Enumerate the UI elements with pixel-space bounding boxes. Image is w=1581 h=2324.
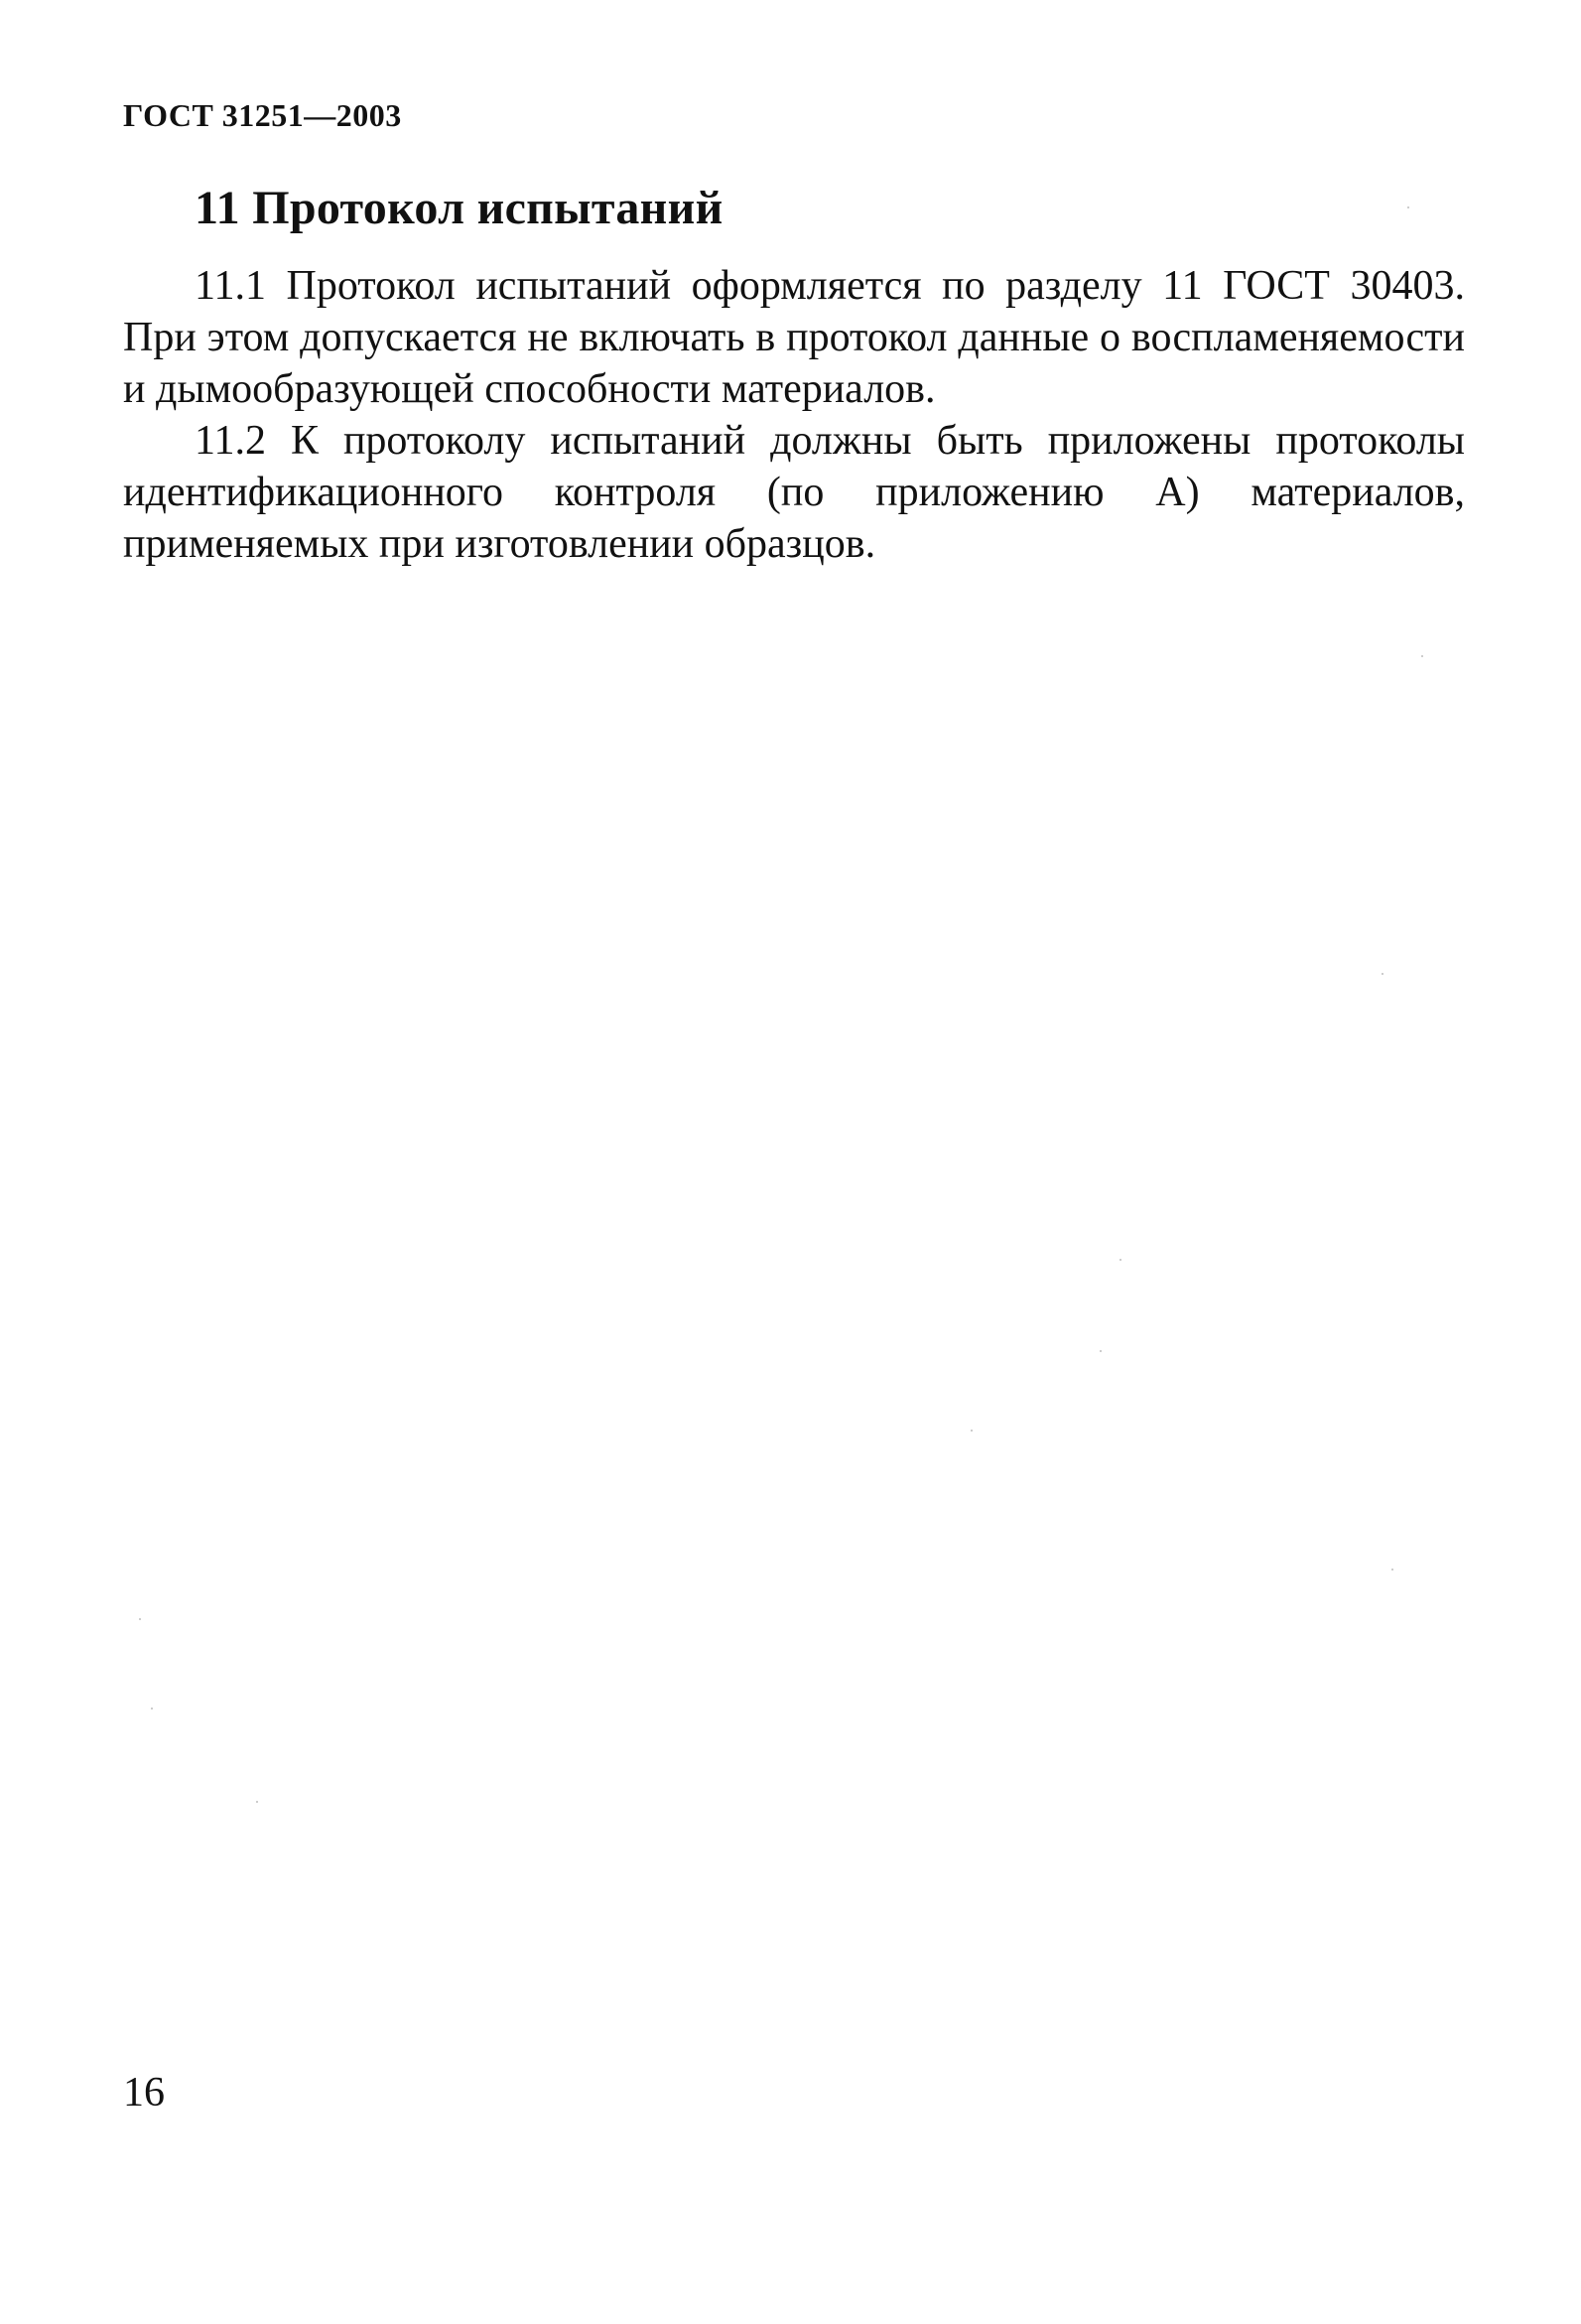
- section-body: [123, 260, 1465, 570]
- scan-speck: [151, 1708, 153, 1709]
- paragraph-11-1: 11.1 Протокол испытаний оформляется по разделу 11 ГОСТ 30403. При этом допускается не включать в протокол данные о воспламеняемости и дымообразующей способности материалов.: [123, 263, 1465, 412]
- scan-speck: [1421, 655, 1423, 657]
- section-title: 11 Протокол испытаний: [195, 182, 724, 234]
- scan-speck: [256, 1801, 258, 1803]
- page-number: 16: [123, 2070, 165, 2116]
- scan-speck: [1382, 973, 1383, 975]
- scan-speck: [1120, 1259, 1121, 1261]
- document-header: ГОСТ 31251—2003: [123, 97, 402, 133]
- scan-speck: [139, 1618, 141, 1620]
- paragraph-11-2: 11.2 К протоколу испытаний должны быть приложены протоколы идентификационного контроля (по приложению А) материалов, применяемых при изготовлении образцов.: [123, 418, 1465, 567]
- scan-speck: [1100, 1350, 1102, 1352]
- scan-speck: [1407, 206, 1409, 208]
- scan-speck: [971, 1430, 973, 1432]
- scan-speck: [1391, 1569, 1393, 1571]
